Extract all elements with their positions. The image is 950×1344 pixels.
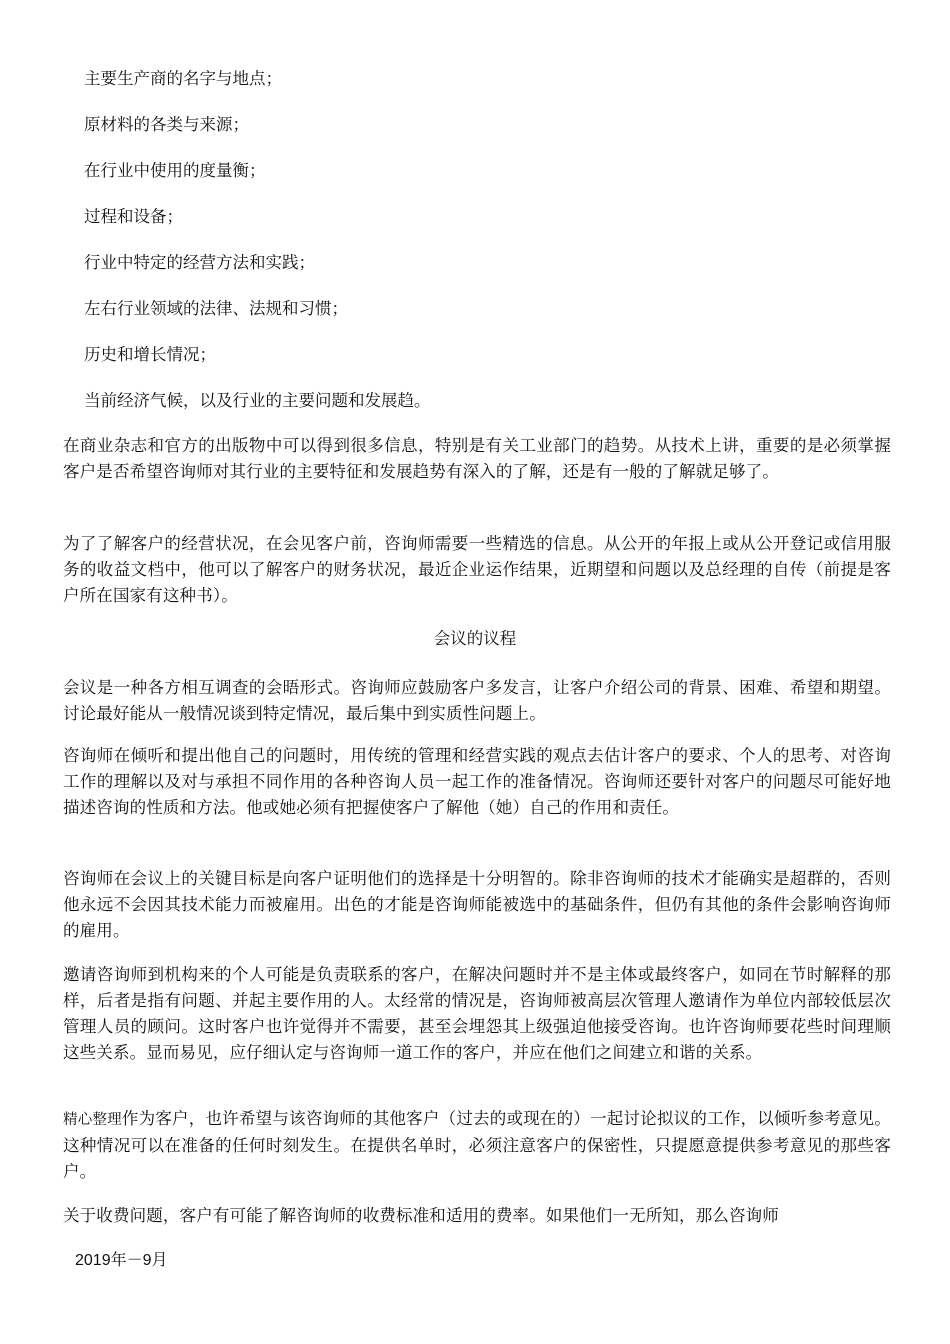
paragraph-references	[63, 1106, 891, 1185]
paragraph-lead-text: 精心整理	[63, 1112, 122, 1128]
list-item: 在行业中使用的度量衡；	[84, 161, 266, 180]
list-item: 左右行业领域的法律、法规和习惯；	[84, 299, 348, 318]
list-item: 原材料的各类与来源；	[84, 115, 249, 134]
paragraph-body-text: 作为客户，也许希望与该咨询师的其他客户（过去的或现在的）一起讨论拟议的工作，以倾听参考意见。这种情况可以在准备的任何时刻发生。在提供名单时，必须注意客户的保密性，只提愿意提供参考意见的那些客户。	[63, 1109, 891, 1181]
list-item: 历史和增长情况；	[84, 345, 216, 364]
list-item: 当前经济气候，以及行业的主要问题和发展趋。	[84, 391, 431, 410]
paragraph-inviting-individual: 邀请咨询师到机构来的个人可能是负责联系的客户，在解决问题时并不是主体或最终客户，如同在节时解释的那样，后者是指有问题、并起主要作用的人。太经常的情况是，咨询师被高层次管理人邀请作为单位内部较低层次管理人员的顾问。这时客户也许觉得并不需要，甚至会埋怨其上级强迫他接受咨询。也许咨询师要花些时间理顺这些关系。显而易见，应仔细认定与咨询师一道工作的客户，并应在他们之间建立和谐的关系。	[63, 965, 891, 1062]
paragraph-client-status: 为了了解客户的经营状况，在会见客户前，咨询师需要一些精选的信息。从公开的年报上或从公开登记或信用服务的收益文档中，他可以了解客户的财务状况，最近企业运作结果，近期望和问题以及总经理的自传（前提是客户所在国家有这种书）。	[63, 534, 891, 605]
list-item: 行业中特定的经营方法和实践；	[84, 253, 315, 272]
list-item: 主要生产商的名字与地点；	[84, 69, 282, 88]
section-title: 会议的议程	[433, 629, 517, 648]
footer-date: 2019年－9月	[75, 1252, 168, 1269]
paragraph-consultant-listening: 咨询师在倾听和提出他自己的问题时，用传统的管理和经营实践的观点去估计客户的要求、个人的思考、对咨询工作的理解以及对与承担不同作用的各种咨询人员一起工作的准备情况。咨询师还要针对客户的问题尽可能好地描述咨询的性质和方法。他或她必须有把握使客户了解他（她）自己的作用和责任。	[63, 746, 891, 817]
paragraph-key-objective: 咨询师在会议上的关键目标是向客户证明他们的选择是十分明智的。除非咨询师的技术才能确实是超群的，否则他永远不会因其技术能力而被雇用。出色的才能是咨询师能被选中的基础条件，但仍有其他的条件会影响咨询师的雇用。	[63, 869, 891, 940]
paragraph-meeting-form: 会议是一种各方相互调查的会晤形式。咨询师应鼓励客户多发言，让客户介绍公司的背景、困难、希望和期望。讨论最好能从一般情况谈到特定情况，最后集中到实质性问题上。	[63, 678, 891, 723]
paragraph-industry-info: 在商业杂志和官方的出版物中可以得到很多信息，特别是有关工业部门的趋势。从技术上讲，重要的是必须掌握客户是否希望咨询师对其行业的主要特征和发展趋势有深入的了解，还是有一般的了解就足够了。	[63, 436, 891, 481]
list-item: 过程和设备；	[84, 207, 183, 226]
paragraph-fees: 关于收费问题，客户有可能了解咨询师的收费标准和适用的费率。如果他们一无所知，那么咨询师	[63, 1206, 779, 1225]
